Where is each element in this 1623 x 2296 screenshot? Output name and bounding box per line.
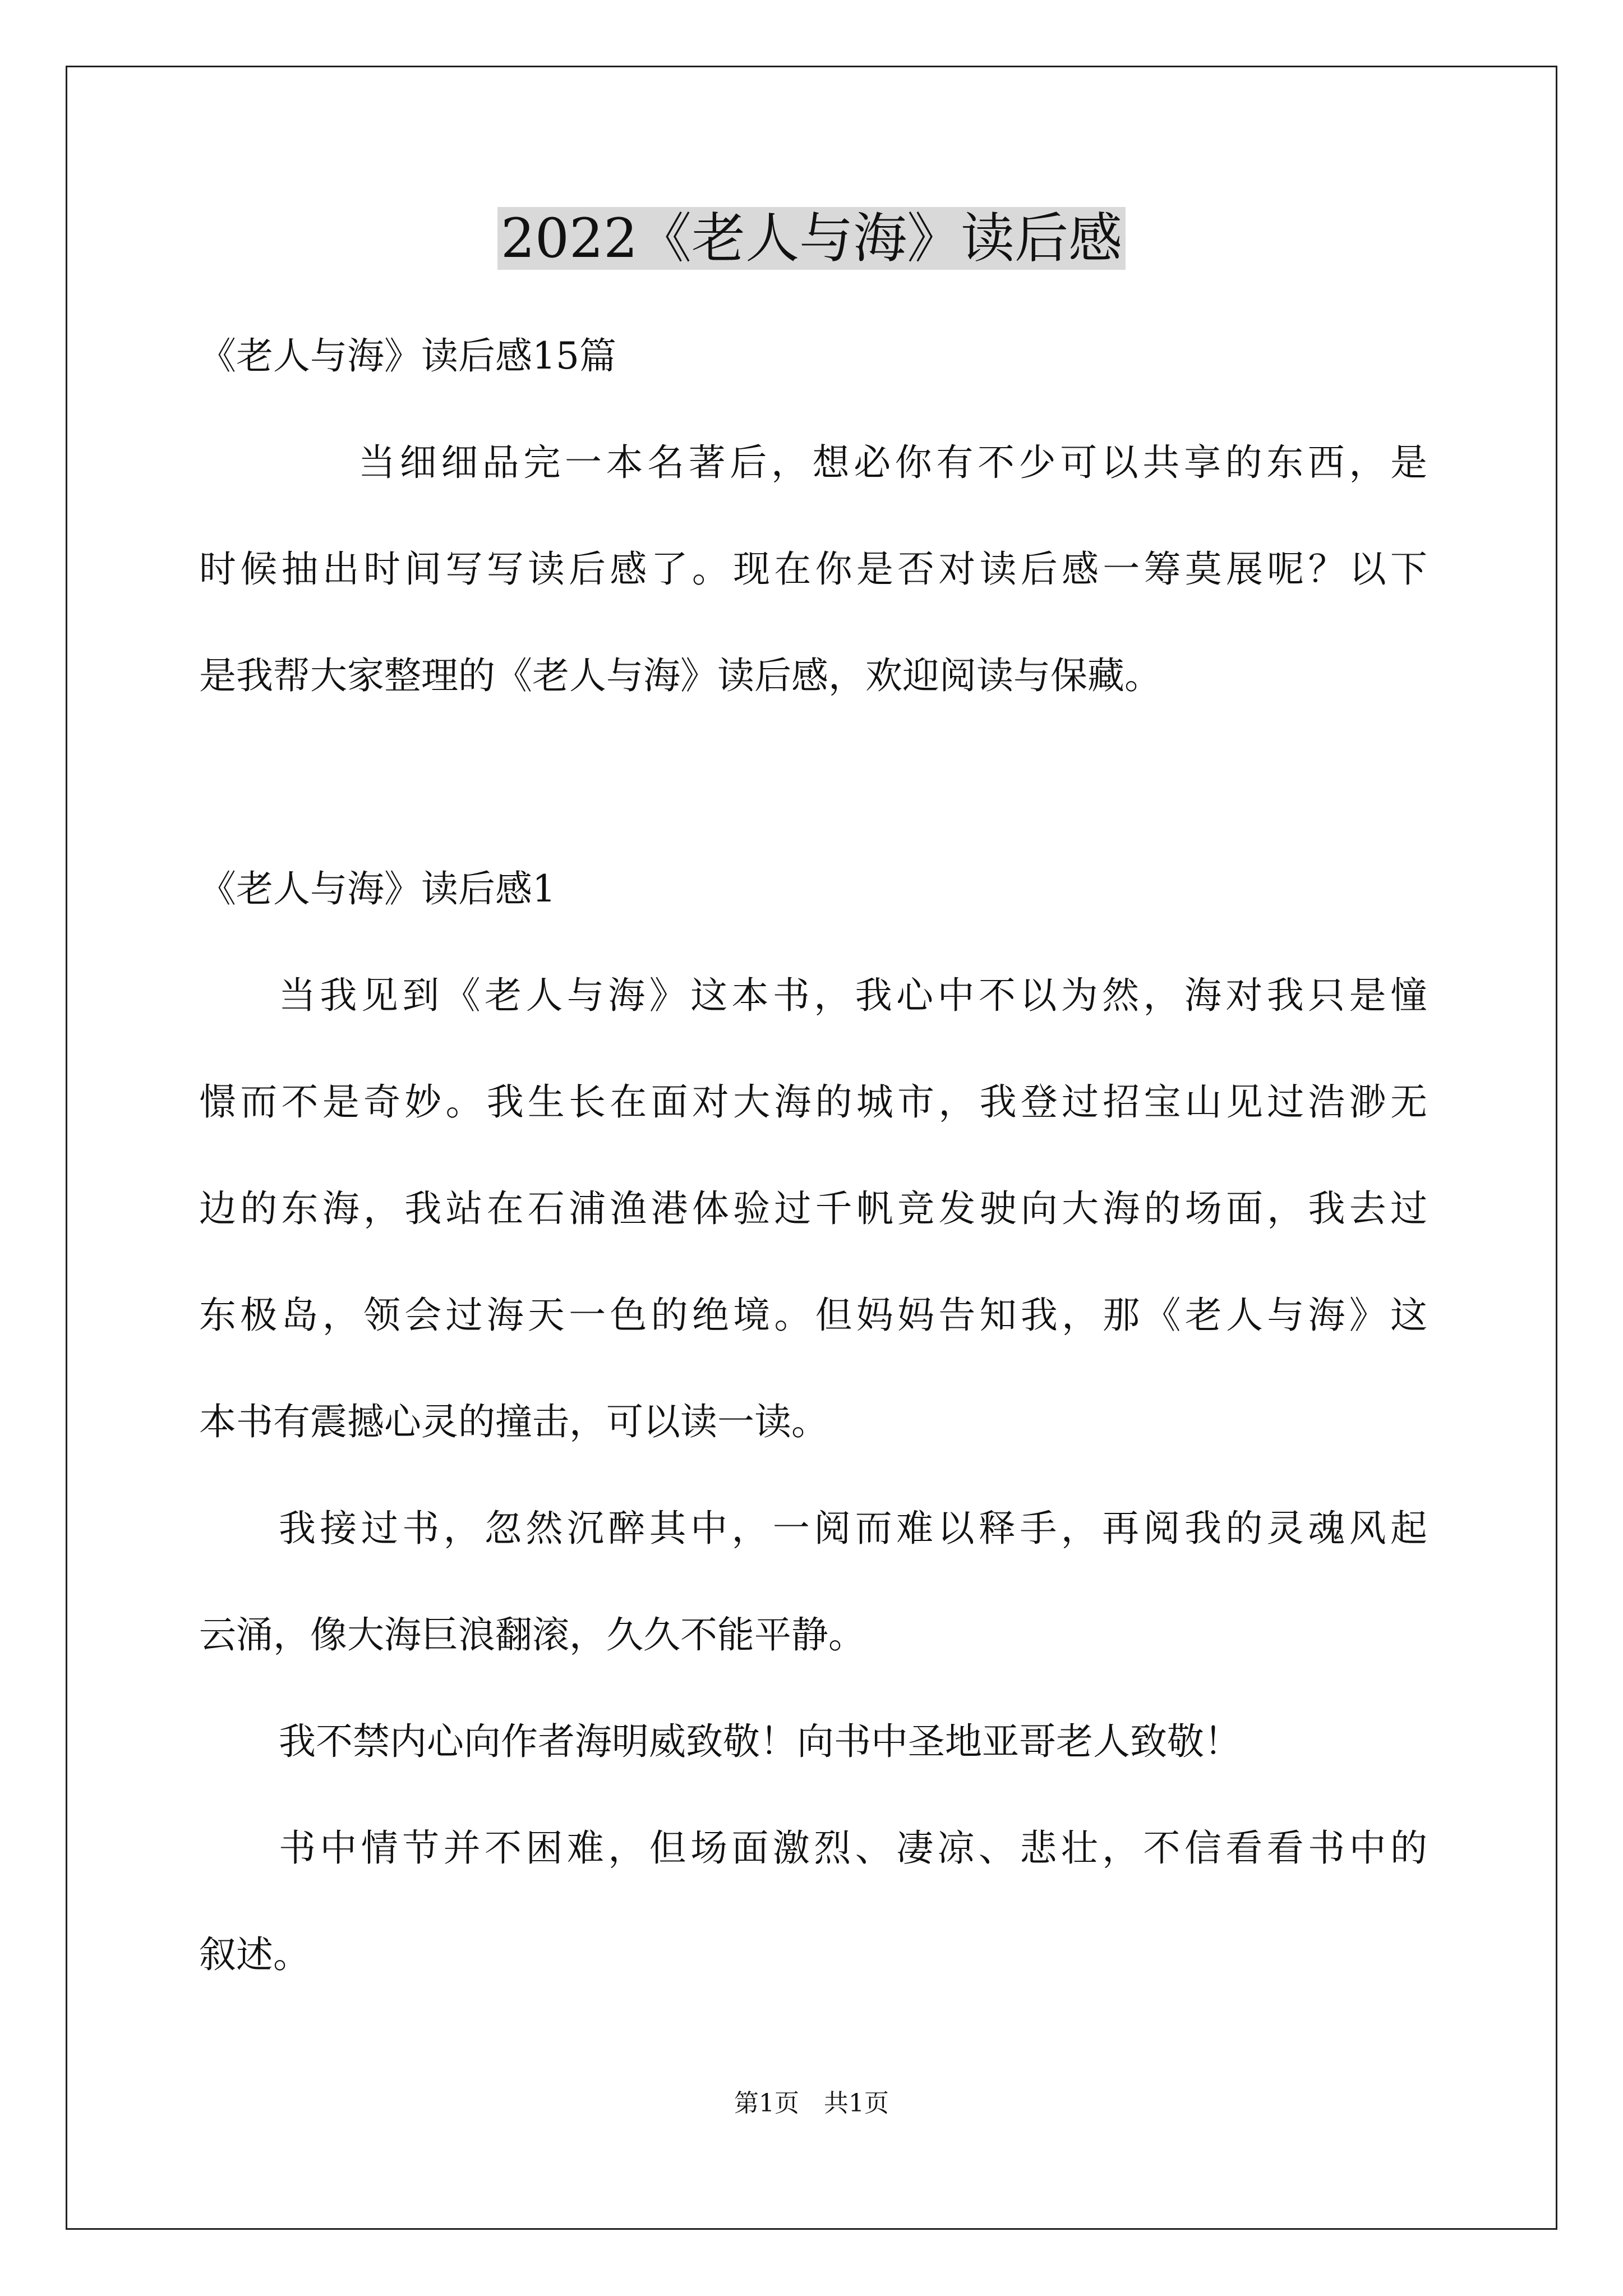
paragraph-line: 叙述。	[199, 1933, 310, 1976]
section-heading: 《老人与海》读后感1	[199, 867, 556, 910]
document-body	[199, 303, 1427, 2008]
paragraph-line: 本书有震撼心灵的撞击，可以读一读。	[199, 1400, 828, 1443]
paragraph-line: 当我见到《老人与海》这本书，我心中不以为然，海对我只是憧	[279, 974, 1427, 1017]
paragraph-line: 东极岛，领会过海天一色的绝境。但妈妈告知我，那《老人与海》这	[199, 1294, 1427, 1337]
paragraph-line: 书中情节并不困难，但场面激烈、凄凉、悲壮，不信看看书中的	[279, 1826, 1427, 1870]
document-title	[0, 199, 1623, 278]
paragraph-line: 我不禁内心向作者海明威致敬！向书中圣地亚哥老人致敬！	[279, 1720, 1241, 1763]
paragraph-line: 我接过书，忽然沉醉其中，一阅而难以释手，再阅我的灵魂风起	[279, 1507, 1427, 1550]
document-title-text: 2022《老人与海》读后感	[497, 207, 1126, 270]
paragraph-line: 边的东海，我站在石浦渔港体验过千帆竞发驶向大海的场面，我去过	[199, 1187, 1427, 1230]
page-footer: 第1页 共1页	[734, 2089, 889, 2118]
intro-line: 时候抽出时间写写读后感了。现在你是否对读后感一筹莫展呢？以下	[199, 547, 1427, 591]
intro-line: 是我帮大家整理的《老人与海》读后感，欢迎阅读与保藏。	[199, 654, 1161, 697]
paragraph-line: 云涌，像大海巨浪翻滚，久久不能平静。	[199, 1613, 865, 1657]
paragraph-gap	[199, 729, 1427, 836]
intro-line: 当细细品完一本名著后，想必你有不少可以共享的东西，是	[358, 441, 1427, 484]
paragraph-line: 憬而不是奇妙。我生长在面对大海的城市，我登过招宝山见过浩渺无	[199, 1080, 1427, 1124]
document-subtitle: 《老人与海》读后感15篇	[199, 334, 616, 378]
